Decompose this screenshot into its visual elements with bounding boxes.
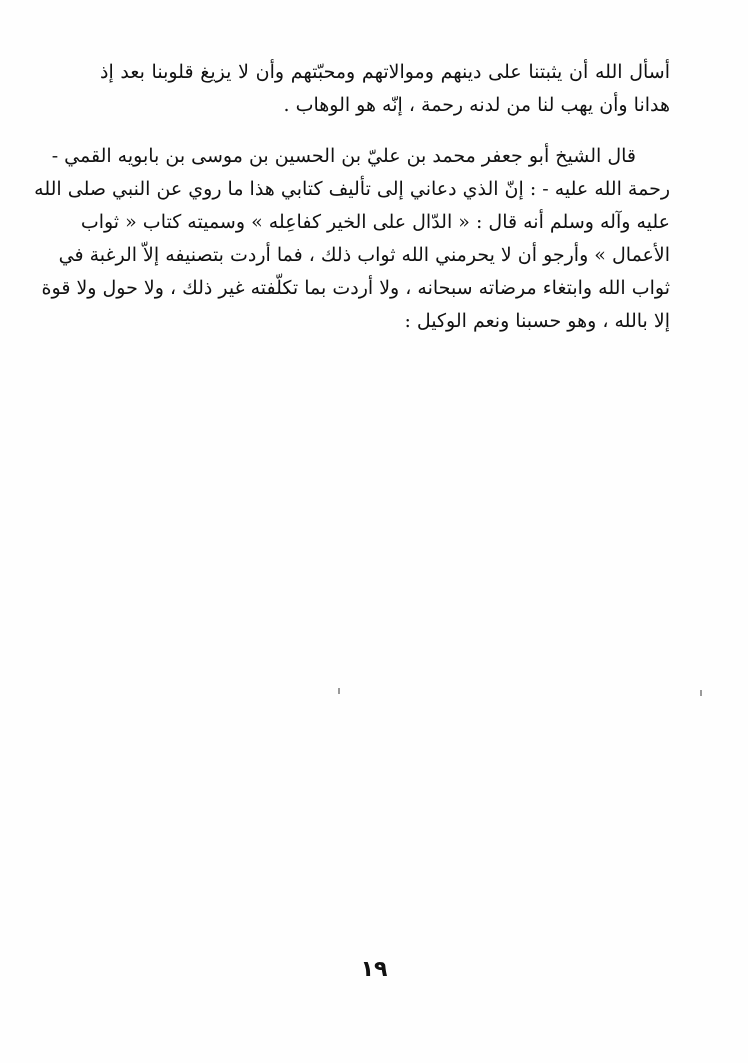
opening-paragraph — [100, 56, 670, 122]
paragraph-line: رحمة الله عليه - : إنّ الذي دعاني إلى تأليف كتابي هذا ما روي عن النبي صلى الله — [34, 178, 670, 200]
paragraph-line: الأعمال » وأرجو أن لا يحرمني الله ثواب ذلك ، فما أردت بتصنيفه إلاّ الرغبة في — [58, 244, 670, 266]
scan-speck — [700, 690, 702, 696]
paragraph-line: قال الشيخ أبو جعفر محمد بن عليّ بن الحسين بن موسى بن بابويه القمي - — [51, 145, 636, 167]
author-introduction-paragraph — [34, 140, 670, 338]
scan-speck — [338, 688, 340, 694]
paragraph-line: ثواب الله وابتغاء مرضاته سبحانه ، ولا أردت بما تكلّفته غير ذلك ، ولا حول ولا قوة — [41, 277, 670, 299]
page-number: ١٩ — [360, 957, 388, 982]
paragraph-line: عليه وآله وسلم أنه قال : « الدّال على الخير كفاعِله » وسميته كتاب « ثواب — [80, 211, 670, 233]
paragraph-line: هدانا وأن يهب لنا من لدنه رحمة ، إنّه هو الوهاب . — [283, 94, 670, 116]
paragraph-line: أسأل الله أن يثبتنا على دينهم وموالاتهم ومحبّتهم وأن لا يزيغ قلوبنا بعد إذ — [100, 61, 670, 83]
paragraph-line: إلا بالله ، وهو حسبنا ونعم الوكيل : — [404, 310, 670, 332]
